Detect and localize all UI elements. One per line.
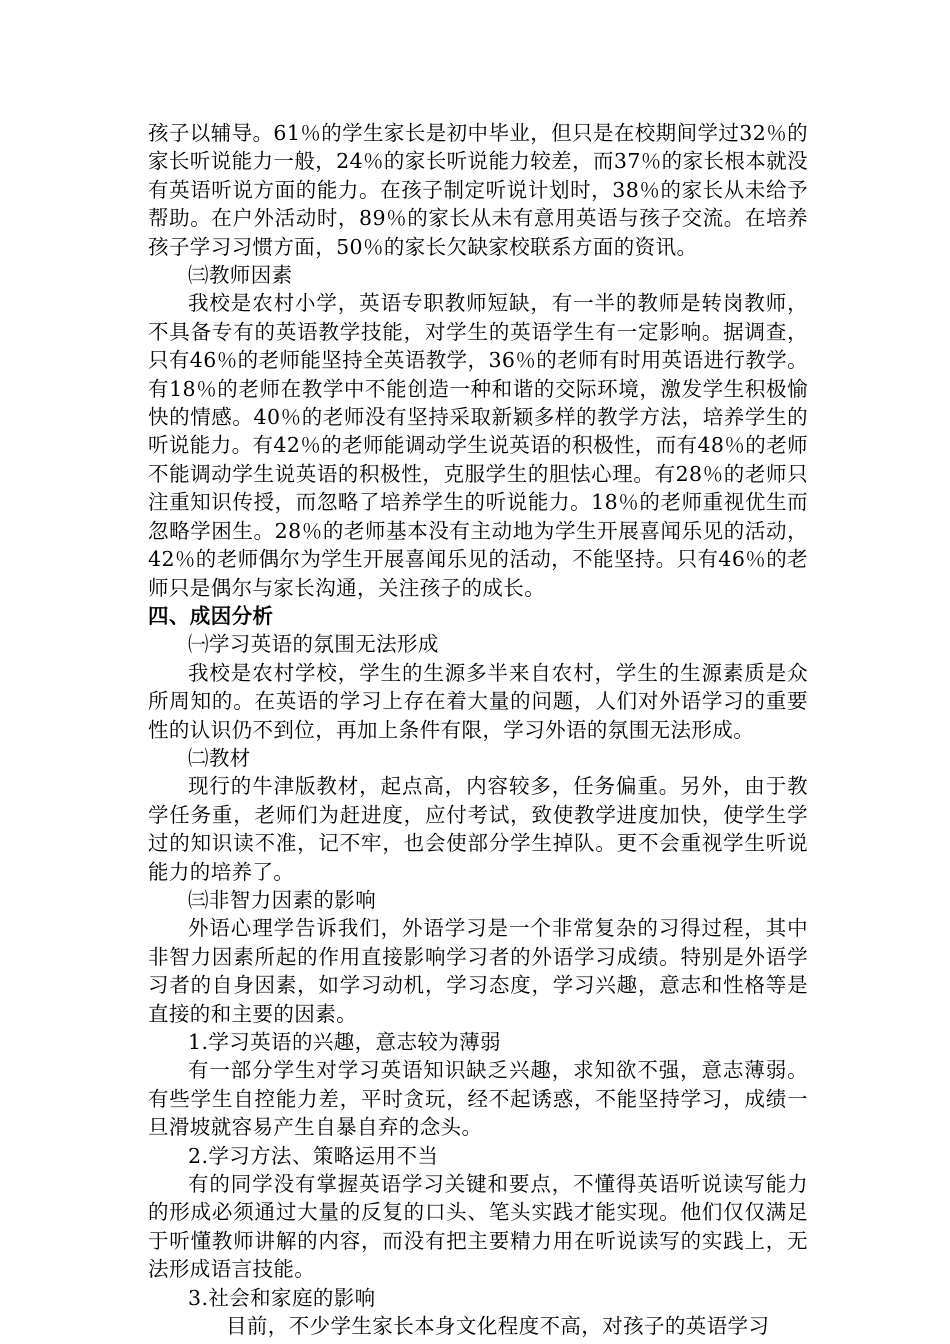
- subheading-non-intellectual: ㈢非智力因素的影响: [188, 887, 377, 912]
- paragraph-non-intellectual: 外语心理学告诉我们，外语学习是一个非常复杂的习得过程，其中非智力因素所起的作用直接影响学习者的外语学习成绩。特别是外语学习者的自身因素，如学习动机，学习态度，学习兴趣，意志和性格等是直接的和主要的因素。: [148, 916, 808, 1026]
- paragraph-society-family: 目前，不少学生家长本身文化程度不高，对孩子的英语学习: [226, 1314, 770, 1339]
- paragraph-parents-stats: 孩子以辅导。61％的学生家长是初中毕业，但只是在校期间学过32％的家长听说能力一般，24％的家长听说能力较差，而37％的家长根本就没有英语听说方面的能力。在孩子制定听说计划时，38％的家长从未给予帮助。在户外活动时，89％的家长从未有意用英语与孩子交流。在培养孩子学习习惯方面，50％的家长欠缺家校联系方面的资讯。: [148, 121, 808, 259]
- document-body: [148, 119, 808, 1340]
- paragraph-method: 有的同学没有掌握英语学习关键和要点，不懂得英语听说读写能力的形成必须通过大量的反复的口头、笔头实践才能实现。他们仅仅满足于听懂教师讲解的内容，而没有把主要精力用在听说读写的实践上，无法形成语言技能。: [148, 1172, 808, 1282]
- section-heading-cause-analysis: 四、成因分析: [148, 603, 274, 628]
- paragraph-textbook: 现行的牛津版教材，起点高，内容较多，任务偏重。另外，由于教学任务重，老师们为赶进度，应付考试，致使教学进度加快，使学生学过的知识读不准，记不牢，也会使部分学生掉队。更不会重视学生听说能力的培养了。: [148, 774, 808, 884]
- subheading-atmosphere: ㈠学习英语的氛围无法形成: [188, 632, 439, 657]
- paragraph-atmosphere: 我校是农村学校，学生的生源多半来自农村，学生的生源素质是众所周知的。在英语的学习上存在着大量的问题，人们对外语学习的重要性的认识仍不到位，再加上条件有限，学习外语的氛围无法形成。: [148, 660, 808, 742]
- paragraph-interest: 有一部分学生对学习英语知识缺乏兴趣，求知欲不强，意志薄弱。有些学生自控能力差，平时贪玩，经不起诱惑，不能坚持学习，成绩一旦滑坡就容易产生自暴自弃的念头。: [148, 1058, 808, 1140]
- list-item-society-family: 3.社会和家庭的影响: [188, 1285, 376, 1310]
- subheading-textbook: ㈡教材: [188, 745, 251, 770]
- subheading-teacher-factors: ㈢教师因素: [188, 263, 293, 288]
- list-item-method: 2.学习方法、策略运用不当: [188, 1143, 439, 1168]
- paragraph-teacher-stats: 我校是农村小学，英语专职教师短缺，有一半的教师是转岗教师，不具备专有的英语教学技能，对学生的英语学生有一定影响。据调查，只有46％的老师能坚持全英语教学，36％的老师有时用英语进行教学。有18％的老师在教学中不能创造一种和谐的交际环境，激发学生积极愉快的情感。40％的老师没有坚持采取新颖多样的教学方法，培养学生的听说能力。有42％的老师能调动学生说英语的积极性，而有48％的老师不能调动学生说英语的积极性，克服学生的胆怯心理。有28％的老师只注重知识传授，而忽略了培养学生的听说能力。18％的老师重视优生而忽略学困生。28％的老师基本没有主动地为学生开展喜闻乐见的活动，42％的老师偶尔为学生开展喜闻乐见的活动，不能坚持。只有46％的老师只是偶尔与家长沟通，关注孩子的成长。: [148, 291, 808, 600]
- list-item-interest: 1.学习英语的兴趣，意志较为薄弱: [188, 1030, 501, 1054]
